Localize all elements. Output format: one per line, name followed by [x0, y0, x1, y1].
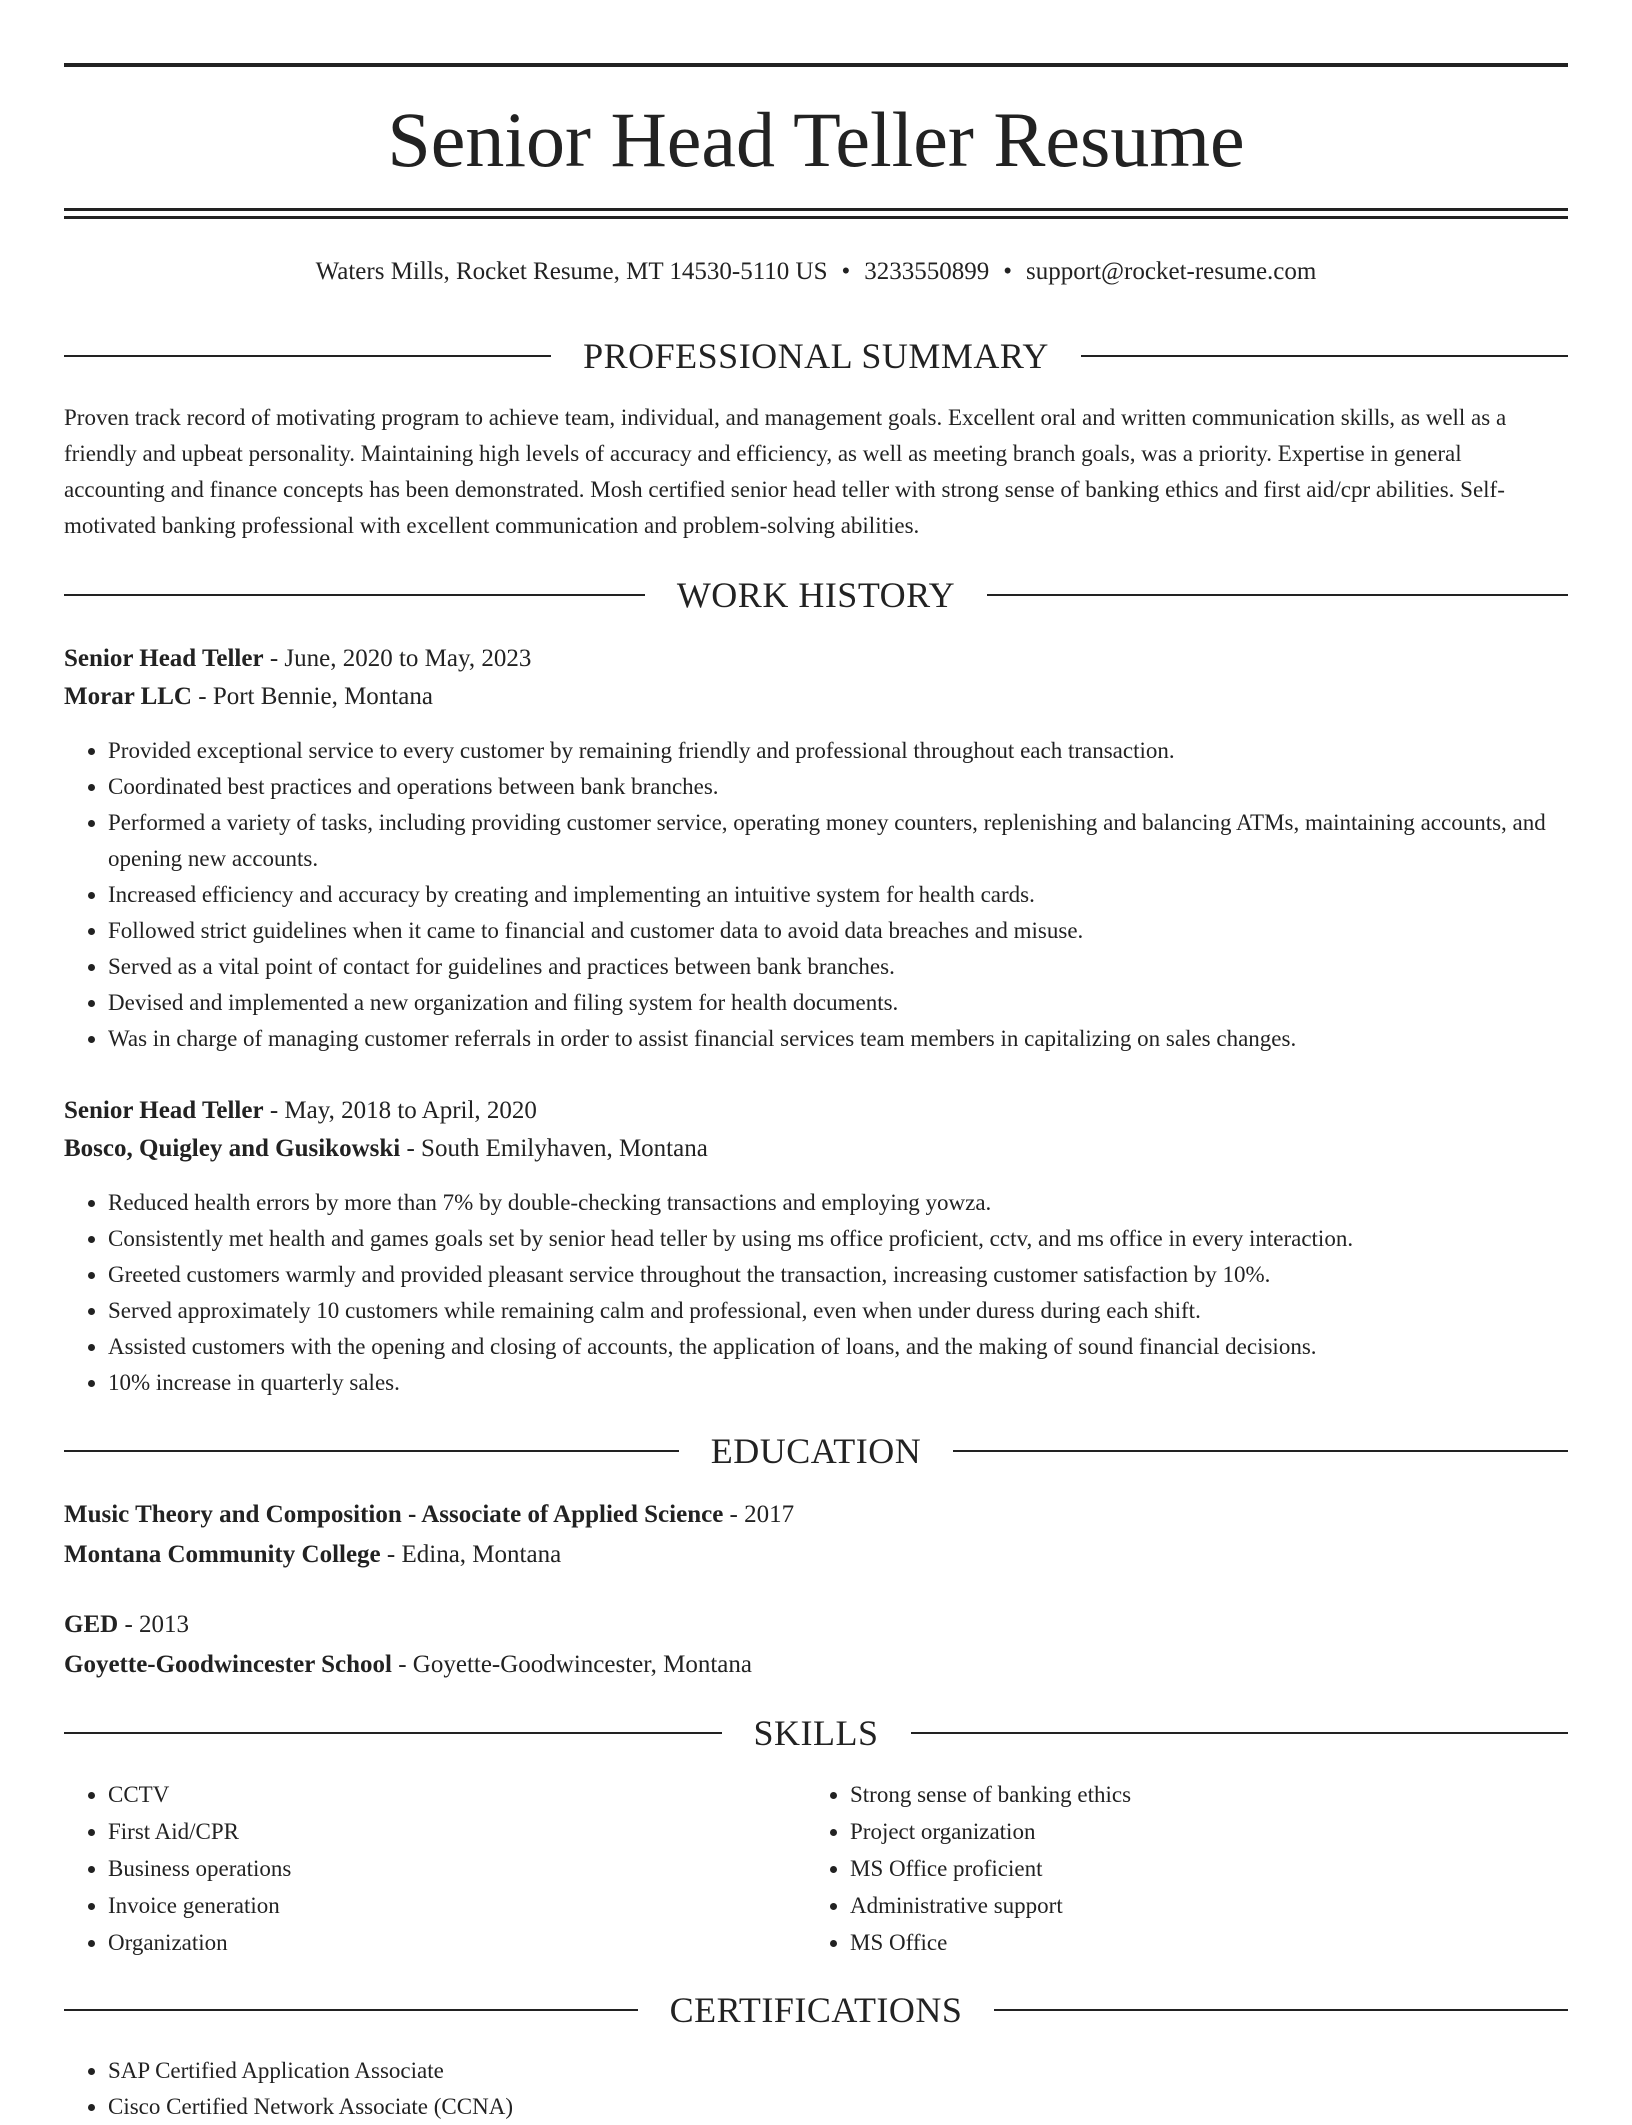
list-item: • SAP Certified Application Associate	[108, 2053, 1568, 2089]
job-company-line	[64, 1130, 1568, 1168]
job-title-line	[64, 640, 1568, 678]
list-item: • Cisco Certified Network Associate (CCNA)	[108, 2089, 1568, 2125]
contact-email: support@rocket-resume.com	[1026, 258, 1317, 285]
list-item: • CCTV	[108, 1776, 806, 1813]
title-rule-upper	[64, 208, 1568, 211]
heading-rule	[64, 594, 645, 596]
list-item: • Followed strict guidelines when it came to financial and customer data to avoid data breaches and misuse.	[108, 913, 1568, 949]
education-year: - 2013	[118, 1611, 190, 1638]
resume-title: Senior Head Teller Resume	[387, 96, 1245, 183]
heading-rule	[994, 2009, 1568, 2011]
education-degree: Music Theory and Composition - Associate of Applied Science	[64, 1501, 724, 1528]
top-rule	[64, 63, 1568, 67]
contact-phone: 3233550899	[864, 258, 990, 285]
list-item: • Greeted customers warmly and provided pleasant service throughout the transaction, increasing customer satisfaction by 10%.	[108, 1257, 1568, 1293]
heading-rule	[64, 355, 551, 357]
list-item: • Business operations	[108, 1850, 806, 1887]
heading-rule	[64, 1450, 679, 1452]
list-item: • Coordinated best practices and operations between bank branches.	[108, 769, 1568, 805]
skills-list-left	[64, 1776, 806, 1961]
list-item: • Strong sense of banking ethics	[850, 1776, 1568, 1813]
job-company: Bosco, Quigley and Gusikowski	[64, 1135, 401, 1162]
heading-rule	[1081, 355, 1568, 357]
education-school-line	[64, 1536, 1568, 1574]
job-bullets	[64, 733, 1568, 1057]
education-school-line	[64, 1646, 1568, 1684]
list-item: • Increased efficiency and accuracy by creating and implementing an intuitive system for health cards.	[108, 877, 1568, 913]
job-title: Senior Head Teller	[64, 645, 264, 672]
list-item: • Invoice generation	[108, 1887, 806, 1924]
contact-separator: •	[841, 258, 851, 285]
section-heading-summary	[64, 336, 1568, 376]
job-company-line	[64, 678, 1568, 716]
job-location: - Port Bennie, Montana	[192, 683, 433, 710]
list-item: • Provided exceptional service to every customer by remaining friendly and professional throughout each transaction.	[108, 733, 1568, 769]
education-year: - 2017	[723, 1501, 795, 1528]
education-location: - Edina, Montana	[380, 1541, 562, 1568]
list-item: • Reduced health errors by more than 7% by double-checking transactions and employing yowza.	[108, 1185, 1568, 1221]
section-heading-education	[64, 1431, 1568, 1471]
education-location: - Goyette-Goodwincester, Montana	[391, 1651, 752, 1678]
education-school: Goyette-Goodwincester School	[64, 1651, 392, 1678]
list-item: • MS Office proficient	[850, 1850, 1568, 1887]
list-item: • MS Office	[850, 1924, 1568, 1961]
contact-address: Waters Mills, Rocket Resume, MT 14530-5110 US	[315, 258, 828, 285]
heading-rule	[987, 594, 1568, 596]
list-item: • Organization	[108, 1924, 806, 1961]
list-item: • Consistently met health and games goals set by senior head teller by using ms office proficient, cctv, and ms office in every interaction.	[108, 1221, 1568, 1257]
education-degree-line	[64, 1606, 1568, 1644]
job-location: - South Emilyhaven, Montana	[400, 1135, 708, 1162]
list-item: • Project organization	[850, 1813, 1568, 1850]
list-item: • Served as a vital point of contact for guidelines and practices between bank branches.	[108, 949, 1568, 985]
section-title: PROFESSIONAL SUMMARY	[583, 336, 1049, 376]
certifications-list	[64, 2053, 1568, 2125]
section-title: CERTIFICATIONS	[669, 1990, 963, 2030]
job-dates: - May, 2018 to April, 2020	[263, 1097, 537, 1124]
heading-rule	[64, 1732, 722, 1734]
list-item: • First Aid/CPR	[108, 1813, 806, 1850]
list-item: • Assisted customers with the opening and closing of accounts, the application of loans, and the making of sound financial decisions.	[108, 1329, 1568, 1365]
education-school: Montana Community College	[64, 1541, 381, 1568]
contact-separator: •	[1003, 258, 1013, 285]
section-title: WORK HISTORY	[676, 575, 956, 615]
title-rule-lower	[64, 216, 1568, 219]
list-item: • Performed a variety of tasks, including providing customer service, operating money counters, replenishing and balancing ATMs, maintaining accounts, and opening new accounts.	[108, 805, 1568, 877]
section-title: EDUCATION	[710, 1431, 922, 1471]
job-title: Senior Head Teller	[64, 1097, 264, 1124]
job-bullets	[64, 1185, 1568, 1401]
list-item: • Served approximately 10 customers while remaining calm and professional, even when under duress during each shift.	[108, 1293, 1568, 1329]
contact-line	[64, 254, 1568, 290]
education-degree: GED	[64, 1611, 119, 1638]
list-item: • Was in charge of managing customer referrals in order to assist financial services team members in capitalizing on sales changes.	[108, 1021, 1568, 1057]
summary-text: Proven track record of motivating program to achieve team, individual, and management goals. Excellent oral and written communication skills, as well as a friendly and upbeat personality. Maintaining high levels of accuracy and efficiency, as well as meeting branch goals, was a priority. Expertise in general accounting and finance concepts has been demonstrated. Mosh certified senior head teller with strong sense of banking ethics and first aid/cpr abilities. Self-motivated banking professional with excellent communication and problem-solving abilities.	[64, 405, 1507, 538]
list-item: • 10% increase in quarterly sales.	[108, 1365, 1568, 1401]
section-title: SKILLS	[753, 1713, 879, 1753]
skills-list-right	[806, 1776, 1568, 1961]
section-heading-work-history	[64, 575, 1568, 615]
education-degree-line	[64, 1496, 1568, 1534]
job-company: Morar LLC	[64, 683, 192, 710]
heading-rule	[911, 1732, 1569, 1734]
job-dates: - June, 2020 to May, 2023	[263, 645, 532, 672]
heading-rule	[64, 2009, 638, 2011]
list-item: • Administrative support	[850, 1887, 1568, 1924]
heading-rule	[953, 1450, 1568, 1452]
list-item: • Devised and implemented a new organization and filing system for health documents.	[108, 985, 1568, 1021]
section-heading-certifications	[64, 1990, 1568, 2030]
section-heading-skills	[64, 1713, 1568, 1753]
job-title-line	[64, 1092, 1568, 1130]
